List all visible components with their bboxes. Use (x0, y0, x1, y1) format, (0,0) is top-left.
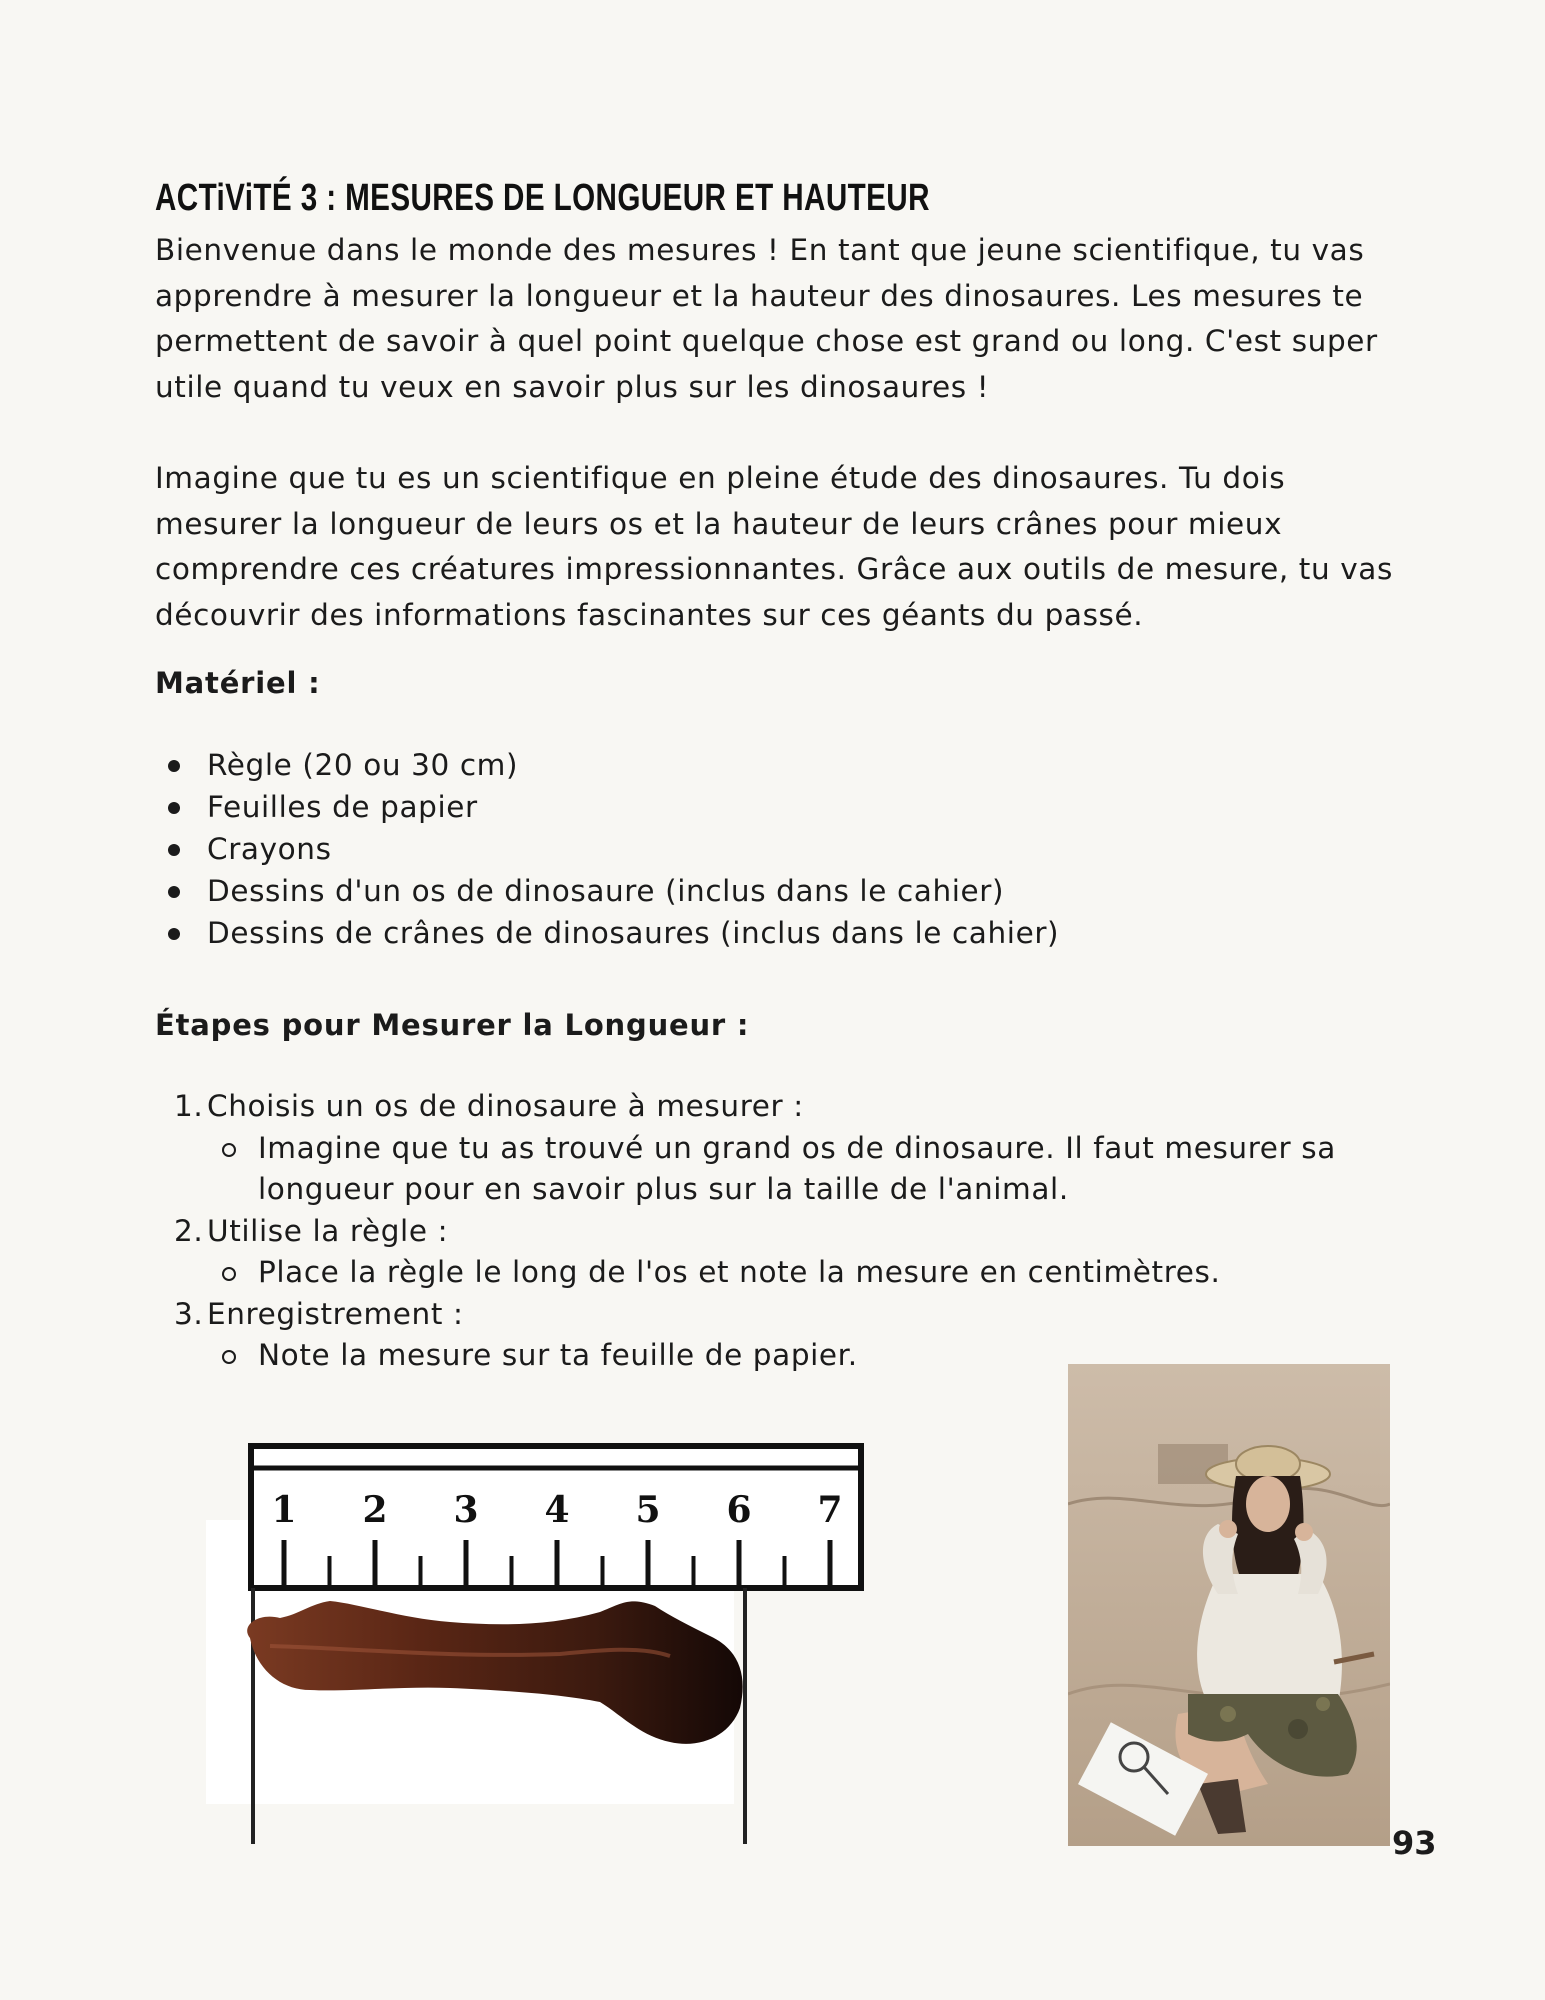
intro-paragraph-2: Imagine que tu es un scientifique en pleine étude des dinosaures. Tu dois mesurer la longueur de leurs os et la hauteur de leurs crânes pour mieux comprendre ces créatures impressionnantes. Grâce aux outils de mesure, tu vas découvrir des informations fascinantes sur ces géants du passé. (155, 461, 1393, 632)
circle-bullet-icon (222, 1350, 236, 1364)
materials-heading: Matériel : (155, 666, 321, 700)
steps-list (155, 1086, 1358, 1377)
bone-ruler-illustration (200, 1436, 880, 1846)
intro-paragraph-1: Bienvenue dans le monde des mesures ! En tant que jeune scientifique, tu vas apprendre à mesurer la longueur et la hauteur des dinosaures. Les mesures te permettent de savoir à quel point quelque chose est grand ou long. C'est super utile quand tu veux en savoir plus sur les dinosaures ! (155, 233, 1378, 404)
bullet-icon (168, 760, 180, 772)
ruler-label: 7 (817, 1489, 843, 1531)
steps-heading: Étapes pour Mesurer la Longueur : (155, 1008, 750, 1042)
step-number: 3. (174, 1296, 204, 1331)
ruler-label: 3 (453, 1489, 479, 1531)
step-item (155, 1211, 1358, 1294)
step-detail: Place la règle le long de l'os et note la mesure en centimètres. (207, 1252, 1358, 1294)
bullet-icon (168, 802, 180, 814)
ruler-label: 2 (362, 1489, 388, 1531)
step-detail: Note la mesure sur ta feuille de papier. (207, 1335, 1358, 1377)
step-detail: Imagine que tu as trouvé un grand os de dinosaure. Il faut mesurer sa longueur pour en savoir plus sur la taille de l'animal. (207, 1128, 1358, 1211)
list-item: Dessins d'un os de dinosaure (inclus dans le cahier) (155, 870, 1059, 912)
list-item: Dessins de crânes de dinosaures (inclus dans le cahier) (155, 912, 1059, 954)
list-item: Règle (20 ou 30 cm) (155, 744, 1059, 786)
ruler-label: 4 (544, 1489, 570, 1531)
step-number: 1. (174, 1089, 204, 1123)
ruler-label: 1 (271, 1489, 297, 1531)
step-number: 2. (174, 1213, 204, 1248)
ruler-label: 6 (726, 1489, 752, 1531)
circle-bullet-icon (222, 1143, 236, 1157)
step-label: Choisis un os de dinosaure à mesurer : (207, 1089, 804, 1123)
page-title: ACTiViTÉ 3 : MESURES DE LONGUEUR ET HAUTEUR (155, 177, 930, 220)
list-item: Crayons (155, 828, 1059, 870)
bullet-icon (168, 844, 180, 856)
circle-bullet-icon (222, 1267, 236, 1281)
bullet-icon (168, 886, 180, 898)
ruler-label: 5 (635, 1489, 661, 1531)
list-item: Feuilles de papier (155, 786, 1059, 828)
step-label: Utilise la règle : (207, 1213, 449, 1248)
step-label: Enregistrement : (207, 1296, 464, 1331)
page-number: 93 (1392, 1824, 1437, 1862)
materials-list (155, 744, 1059, 954)
step-item (155, 1086, 1358, 1211)
bullet-icon (168, 928, 180, 940)
paleontologist-photo (1068, 1364, 1390, 1846)
